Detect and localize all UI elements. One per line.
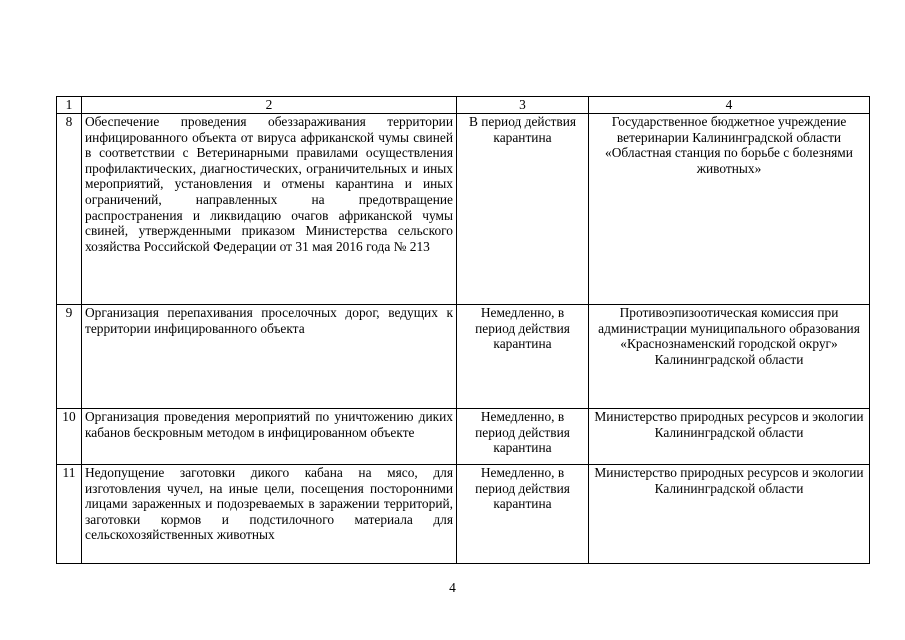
row-number: 11 — [57, 465, 82, 564]
responsible-text: Государственное бюджетное учреждение ветеринарии Калининградской области «Областная станция по борьбе с болезнями животных» — [589, 114, 870, 305]
row-number: 9 — [57, 305, 82, 409]
responsible-text: Министерство природных ресурсов и экологии Калининградской области — [589, 409, 870, 465]
deadline-text: В период действия карантина — [457, 114, 589, 305]
deadline-text: Немедленно, в период действия карантина — [457, 465, 589, 564]
column-header-measure: 2 — [82, 97, 457, 114]
row-number: 8 — [57, 114, 82, 305]
deadline-text: Немедленно, в период действия карантина — [457, 409, 589, 465]
responsible-text: Противоэпизоотическая комиссия при администрации муниципального образования «Краснознаменский городской округ» Калининградской области — [589, 305, 870, 409]
table-row — [57, 465, 870, 564]
measures-table — [56, 96, 870, 564]
column-header-number: 1 — [57, 97, 82, 114]
responsible-text: Министерство природных ресурсов и экологии Калининградской области — [589, 465, 870, 564]
measure-text: Обеспечение проведения обеззараживания территории инфицированного объекта от вируса африканской чумы свиней в соответствии с Ветеринарными правилами осуществления профилактических, диагностических, ограничительных и иных мероприятий, установления и отмены карантина и иных ограничений, направленных на предотвращение распространения и ликвидацию очагов африканской чумы свиней, утвержденными приказом Министерства сельского хозяйства Российской Федерации от 31 мая 2016 года № 213 — [82, 114, 457, 305]
measure-text: Организация перепахивания проселочных дорог, ведущих к территории инфицированного объекта — [82, 305, 457, 409]
page-number: 4 — [449, 580, 456, 595]
table-row — [57, 305, 870, 409]
row-number: 10 — [57, 409, 82, 465]
table-row — [57, 114, 870, 305]
measure-text: Организация проведения мероприятий по уничтожению диких кабанов бескровным методом в инфицированном объекте — [82, 409, 457, 465]
column-header-responsible: 4 — [589, 97, 870, 114]
measure-text: Недопущение заготовки дикого кабана на мясо, для изготовления чучел, на иные цели, посещения посторонними лицами зараженных и подозреваемых в заражении территорий, заготовки кормов и подстилочного материала для сельскохозяйственных животных — [82, 465, 457, 564]
table-row — [57, 409, 870, 465]
column-header-deadline: 3 — [457, 97, 589, 114]
deadline-text: Немедленно, в период действия карантина — [457, 305, 589, 409]
header-row — [57, 97, 870, 114]
